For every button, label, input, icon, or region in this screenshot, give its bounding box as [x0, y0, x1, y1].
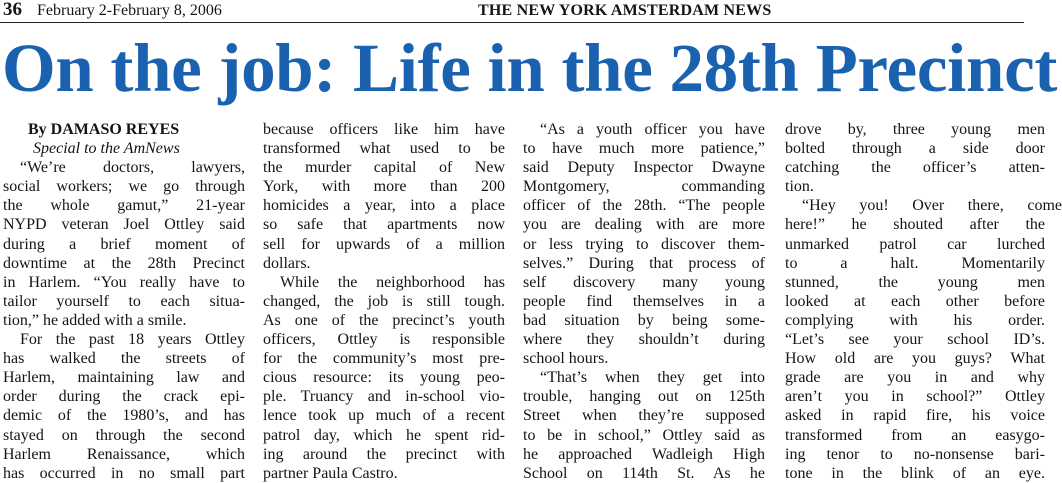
text-line: “Let’s see your school ID’s.	[785, 331, 1045, 349]
text-line: has walked the streets of	[3, 350, 245, 368]
text-line: bolted through a side door	[785, 140, 1045, 158]
text-line: How old are you guys? What	[785, 350, 1045, 368]
masthead	[0, 0, 1024, 22]
text-line: partner Paula Castro.	[263, 464, 398, 482]
text-line: where they shouldn’t during	[523, 331, 765, 349]
text-line: school hours.	[523, 350, 609, 368]
masthead-rule	[0, 22, 1024, 23]
text-line: “As a youth officer you have	[540, 121, 765, 138]
text-line: changed, the job is still tough.	[263, 292, 505, 310]
text-line: School on 114th St. As he	[523, 464, 765, 482]
text-line: officer of the 28th. “The people	[523, 197, 765, 215]
text-line: asked in rapid fire, his voice	[785, 407, 1045, 425]
text-line: order during the crack epi-	[3, 388, 245, 406]
text-line: officers, Ottley is responsible	[263, 331, 505, 349]
text-line: selves.” During that process of	[523, 254, 765, 272]
byline-source: Special to the AmNews	[33, 140, 180, 158]
text-line: social workers; we go through	[3, 178, 245, 196]
text-line: “We’re doctors, lawyers,	[20, 159, 245, 177]
text-line: people find themselves in a	[523, 292, 765, 310]
article-column-2	[263, 120, 505, 483]
text-line: tone in the blink of an eye.	[785, 464, 1045, 482]
text-line: bad situation by being some-	[523, 311, 765, 329]
text-line: tion.	[785, 178, 814, 196]
text-line: to a halt. Momentarily	[785, 254, 1045, 272]
text-line: transformed what used to be	[263, 140, 505, 158]
text-line: patrol day, which he spent rid-	[263, 426, 505, 444]
text-line: during a brief moment of	[3, 235, 245, 253]
text-line: downtime at the 28th Precinct	[3, 254, 245, 272]
article-column-4	[785, 120, 1062, 483]
text-line: As one of the precinct’s youth	[263, 311, 505, 329]
headline: On the job: Life in the 28th Precinct	[2, 30, 1058, 106]
text-line: While the neighborhood has	[280, 273, 505, 291]
article-column-1	[3, 120, 245, 483]
text-line: transformed from an easygo-	[785, 426, 1045, 444]
text-line: York, with more than 200	[263, 178, 505, 196]
text-line: For the past 18 years Ottley	[20, 331, 245, 349]
text-line: tion,” he added with a smile.	[3, 311, 187, 329]
byline-name: By DAMASO REYES	[28, 121, 180, 138]
text-line: lence took up much of a recent	[263, 407, 505, 425]
text-line: here!” he shouted after the	[785, 216, 1045, 234]
text-line: ing around the precinct with	[263, 445, 505, 463]
text-line: the murder capital of New	[263, 159, 505, 177]
text-line: drove by, three young men	[785, 121, 1045, 138]
text-line: trouble, hanging out on 125th	[523, 388, 765, 406]
text-line: looked at each other before	[785, 292, 1045, 310]
text-line: so safe that apartments now	[263, 216, 505, 234]
text-line: the whole gamut,” 21-year	[3, 197, 245, 215]
text-line: because officers like him have	[263, 121, 505, 138]
text-line: sell for upwards of a million	[263, 235, 505, 253]
newspaper-name: THE NEW YORK AMSTERDAM NEWS	[478, 2, 772, 19]
text-line: has occurred in no small part	[3, 464, 245, 482]
text-line: unmarked patrol car lurched	[785, 235, 1045, 253]
text-line: stayed on through the second	[3, 426, 245, 444]
text-line: you are dealing with are more	[523, 216, 765, 234]
text-line: said Deputy Inspector Dwayne	[523, 159, 765, 177]
text-line: to have much more patience,”	[523, 140, 765, 158]
text-line: dollars.	[263, 254, 311, 272]
text-line: or less trying to discover them-	[523, 235, 765, 253]
text-line: ing tenor to no-nonsense bari-	[785, 445, 1045, 463]
text-line: in Harlem. “You really have to	[3, 273, 245, 291]
text-line: NYPD veteran Joel Ottley said	[3, 216, 245, 234]
text-line: complying with his order.	[785, 311, 1045, 329]
page-number: 36	[3, 0, 22, 20]
text-line: Montgomery, commanding	[523, 178, 765, 196]
text-line: “Hey you! Over there, come	[802, 197, 1062, 215]
text-line: grade are you in and why	[785, 369, 1045, 387]
text-line: he approached Wadleigh High	[523, 445, 765, 463]
text-line: aren’t you in school?” Ottley	[785, 388, 1045, 406]
text-line: Harlem Renaissance, which	[3, 445, 245, 463]
text-line: ple. Truancy and in-school vio-	[263, 388, 505, 406]
text-line: homicides a year, into a place	[263, 197, 505, 215]
text-line: Harlem, maintaining law and	[3, 369, 245, 387]
text-line: tailor yourself to each situa-	[3, 292, 245, 310]
text-line: demic of the 1980’s, and has	[3, 407, 245, 425]
text-line: “That’s when they get into	[540, 369, 765, 387]
issue-date: February 2-February 8, 2006	[37, 2, 222, 19]
article-column-3	[523, 120, 765, 483]
text-line: stunned, the young men	[785, 273, 1045, 291]
text-line: catching the officer’s atten-	[785, 159, 1045, 177]
text-line: Street when they’re supposed	[523, 407, 765, 425]
text-line: to be in school,” Ottley said as	[523, 426, 765, 444]
text-line: cious resource: its young peo-	[263, 369, 505, 387]
text-line: self discovery many young	[523, 273, 765, 291]
text-line: for the community’s most pre-	[263, 350, 505, 368]
